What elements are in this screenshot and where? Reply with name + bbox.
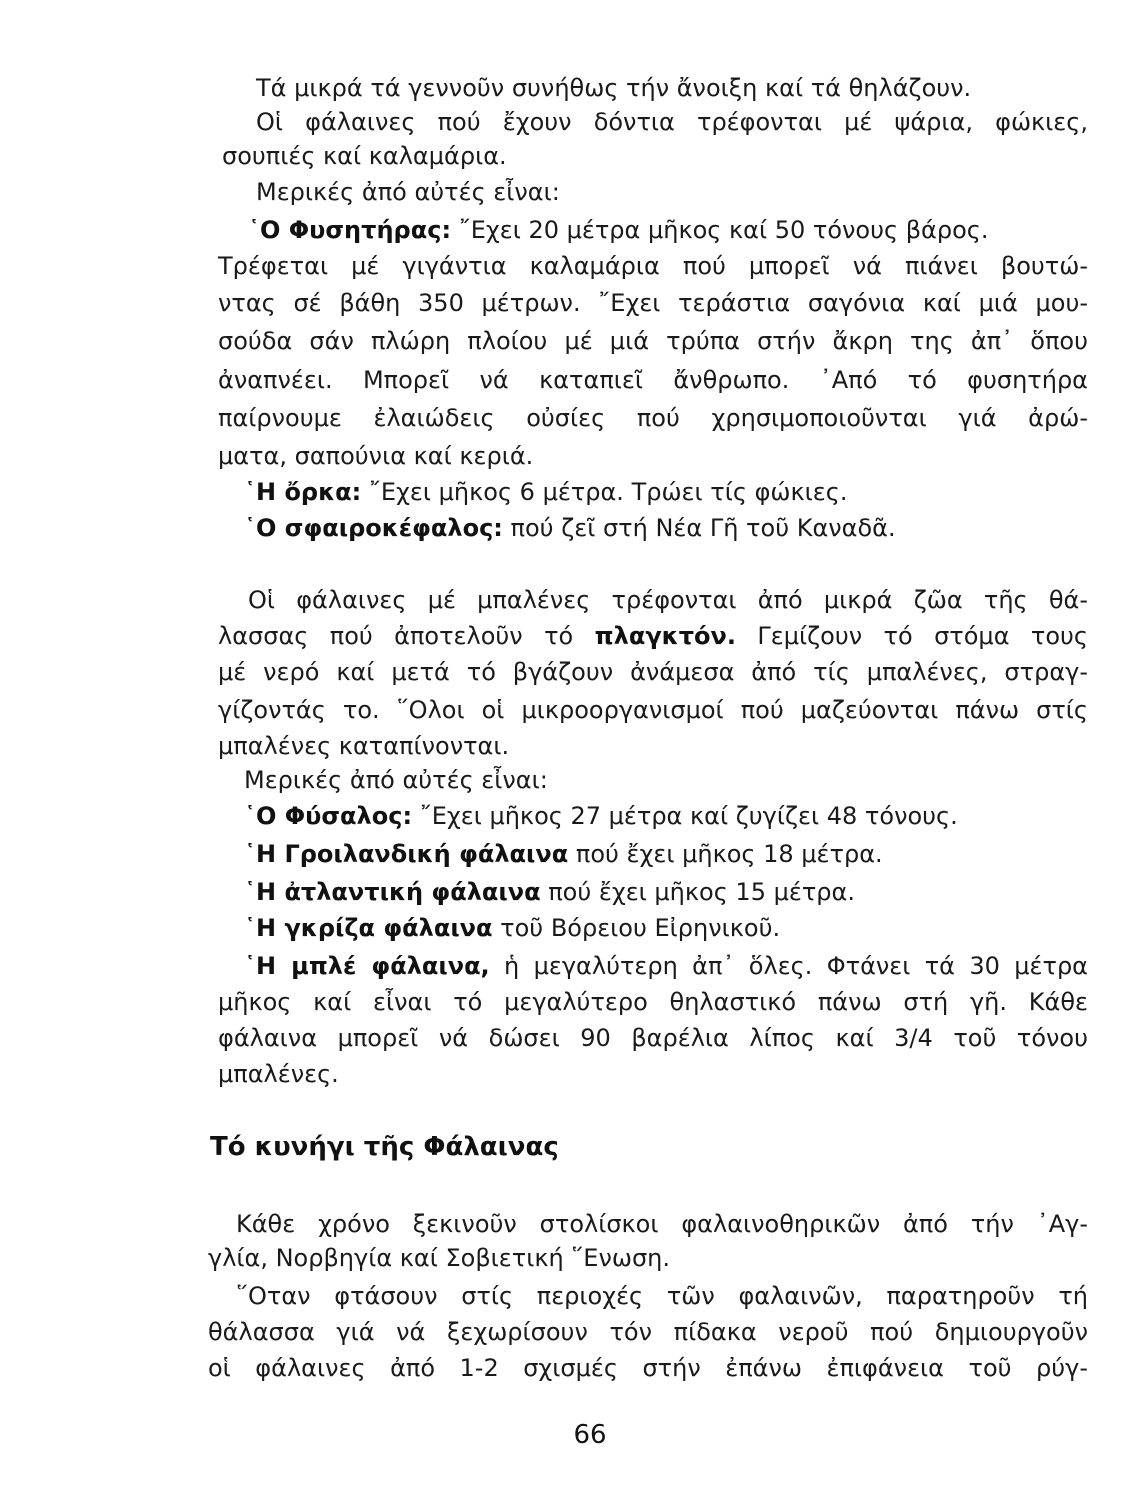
text: Οἱ φάλαινες πού ἔχουν δόντια τρέφονται μέ ψάρια, φώκιες, <box>256 108 1088 136</box>
text: μπαλένες. <box>218 1060 339 1088</box>
text: παίρνουμε ἐλαιώδεις οὐσίες πού χρησιμοποιοῦνται γιά ἀρώ- <box>218 404 1088 432</box>
text: σουπιές καί καλαμάρια. <box>222 142 507 170</box>
text: γλία, Νορβηγία καί Σοβιετική ῞Ενωση. <box>208 1244 671 1272</box>
text-line <box>236 1208 1088 1240</box>
text-line <box>218 1058 818 1090</box>
text-line <box>218 1022 1088 1054</box>
text: ῎Εχει 20 μέτρα μῆκος καί 50 τόνους βάρος. <box>458 216 989 244</box>
bold-term: ῾Ο σφαιροκέφαλος: <box>244 514 503 542</box>
bold-term: πλαγκτόν. <box>594 622 736 650</box>
bold-term: ῾Η μπλέ φάλαινα, <box>244 952 490 980</box>
text: πού ἔχει μῆκος 15 μέτρα. <box>548 878 855 906</box>
text-line <box>244 950 1088 982</box>
text: τοῦ Βόρειου Εἰρηνικοῦ. <box>500 914 781 942</box>
text: Κάθε χρόνο ξεκινοῦν στολίσκοι φαλαινοθηρικῶν ἀπό τήν ᾽Αγ- <box>236 1210 1088 1238</box>
text: ἀναπνέει. Μπορεῖ νά καταπιεῖ ἄνθρωπο. ᾽Από τό φυσητήρα <box>218 366 1088 394</box>
text: πού ἔχει μῆκος 18 μέτρα. <box>575 840 883 868</box>
bold-term: ῾Η ἀτλαντική φάλαινα <box>244 878 541 906</box>
text-line <box>218 730 818 762</box>
text: λασσας πού ἀποτελοῦν τό <box>218 622 574 650</box>
text: σούδα σάν πλώρη πλοίου μέ μιά τρύπα στήν ἄκρη της ἀπ᾽ ὅπου <box>218 327 1088 355</box>
text-line <box>236 1280 1088 1312</box>
text: Μερικές ἀπό αὐτές εἶναι: <box>244 766 548 794</box>
text-line <box>218 620 1088 652</box>
bold-term: ῾Η ὄρκα: <box>244 478 362 506</box>
text-line <box>244 800 1084 832</box>
text-line <box>218 694 1088 726</box>
bold-term: ῾Ο Φυσητήρας: <box>248 216 452 244</box>
text-line <box>218 402 1088 434</box>
text-line <box>244 838 1084 870</box>
text-line <box>256 176 756 208</box>
section-heading: Τό κυνήγι τῆς Φάλαινας <box>210 1132 559 1162</box>
text: μέ νερό καί μετά τό βγάζουν ἀνάμεσα ἀπό τίς μπαλένες, στραγ- <box>218 658 1088 686</box>
text-line <box>218 656 1088 688</box>
text: μῆκος καί εἶναι τό μεγαλύτερο θηλαστικό πάνω στή γῆ. Κάθε <box>218 988 1088 1016</box>
bold-term: ῾Η γκρίζα φάλαινα <box>244 914 493 942</box>
text-line <box>208 1242 808 1274</box>
text-line <box>244 512 1084 544</box>
text: ντας σέ βάθη 350 μέτρων. ῎Εχει τεράστια σαγόνια καί μιά μου- <box>218 289 1088 317</box>
text-line <box>256 106 1088 138</box>
text: ῎Εχει μῆκος 27 μέτρα καί ζυγίζει 48 τόνους. <box>419 802 958 830</box>
text: Μερικές ἀπό αὐτές εἶναι: <box>256 178 560 206</box>
text-line <box>244 876 1084 908</box>
text-line <box>218 364 1088 396</box>
text: ματα, σαπούνια καί κεριά. <box>218 442 534 470</box>
text: ῞Οταν φτάσουν στίς περιοχές τῶν φαλαινῶν, παρατηροῦν τή <box>236 1282 1088 1310</box>
text-line <box>248 214 1088 246</box>
text-line <box>218 250 1088 282</box>
text: θάλασσα γιά νά ξεχωρίσουν τόν πίδακα νεροῦ πού δημιουργοῦν <box>208 1318 1088 1346</box>
text: πού ζεῖ στή Νέα Γῆ τοῦ Καναδᾶ. <box>510 514 896 542</box>
text: Τά μικρά τά γεννοῦν συνήθως τήν ἄνοιξη καί τά θηλάζουν. <box>256 74 972 102</box>
text: Γεμίζουν τό στόμα τους <box>757 622 1089 650</box>
text: Τρέφεται μέ γιγάντια καλαμάρια πού μπορεῖ νά πιάνει βουτώ- <box>218 252 1088 280</box>
page-number: 66 <box>573 1420 607 1450</box>
text-line <box>218 287 1088 319</box>
text-line <box>208 1352 1088 1384</box>
text: ἡ μεγαλύτερη ἀπ᾽ ὅλες. Φτάνει τά 30 μέτρα <box>504 952 1088 980</box>
bold-term: ῾Ο Φύσαλος: <box>244 802 413 830</box>
text: οἱ φάλαινες ἀπό 1-2 σχισμές στήν ἐπάνω ἐπιφάνεια τοῦ ρύγ- <box>208 1354 1088 1382</box>
text: ῎Εχει μῆκος 6 μέτρα. Τρώει τίς φώκιες. <box>368 478 848 506</box>
text: μπαλένες καταπίνονται. <box>218 732 510 760</box>
text-line <box>244 476 1084 508</box>
text-line <box>244 912 1084 944</box>
text-line <box>222 140 722 172</box>
text-line <box>218 325 1088 357</box>
text-line <box>218 440 818 472</box>
text: φάλαινα μπορεῖ νά δώσει 90 βαρέλια λίπος καί 3/4 τοῦ τόνου <box>218 1024 1088 1052</box>
text-line <box>208 1316 1088 1348</box>
text: γίζοντάς το. ῞Ολοι οἱ μικροοργανισμοί πού μαζεύονται πάνω στίς <box>218 696 1088 724</box>
bold-term: ῾Η Γροιλανδική φάλαινα <box>244 840 569 868</box>
text-line <box>256 72 1056 104</box>
text-line <box>248 584 1088 616</box>
text: Οἱ φάλαινες μέ μπαλένες τρέφονται ἀπό μικρά ζῶα τῆς θά- <box>248 586 1088 614</box>
text-line <box>244 764 844 796</box>
text-line <box>218 986 1088 1018</box>
